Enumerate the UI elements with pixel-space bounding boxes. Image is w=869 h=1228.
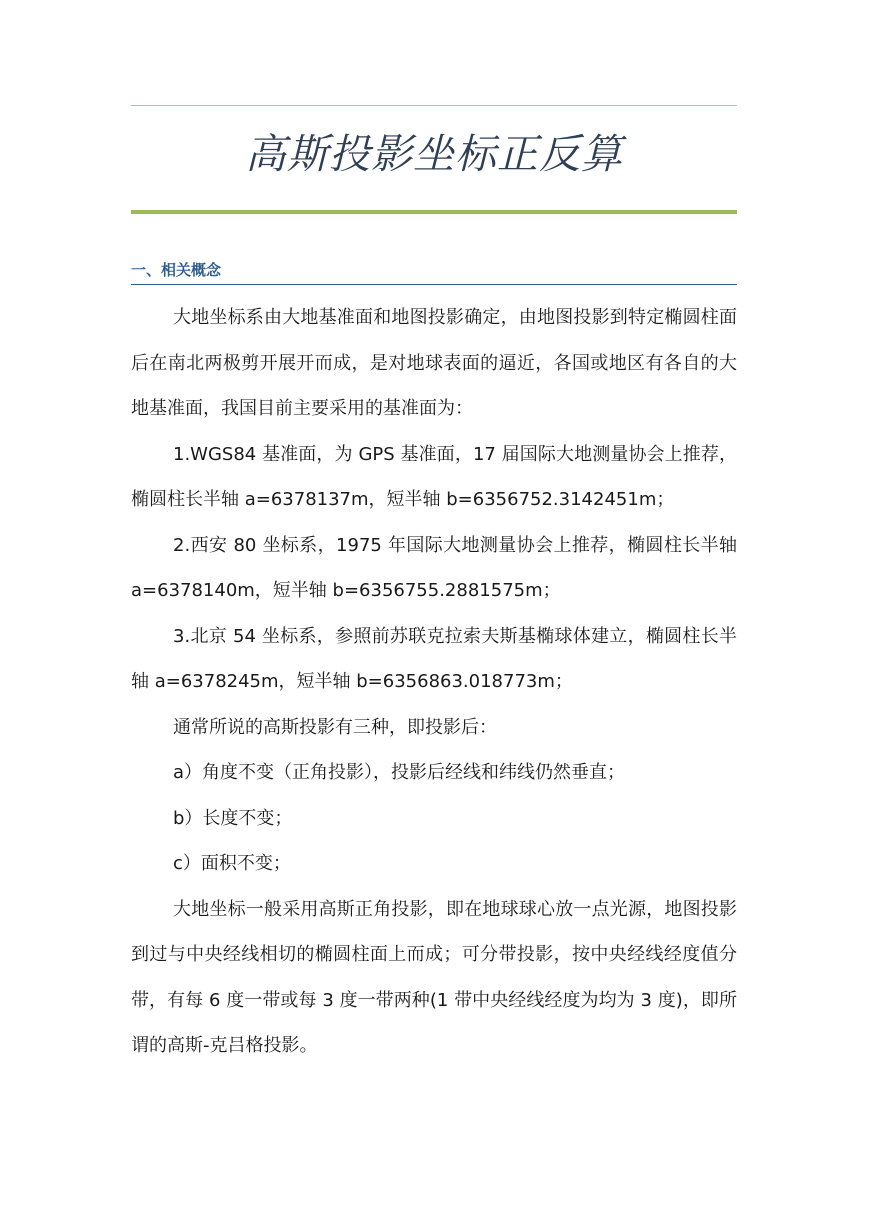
paragraph-beijing54: 3.北京 54 坐标系，参照前苏联克拉索夫斯基椭球体建立，椭圆柱长半轴 a=6378245m，短半轴 b=6356863.018773m；	[131, 625, 737, 692]
body-text	[131, 295, 737, 1069]
list-item-angle: a）角度不变（正角投影），投影后经线和纬线仍然垂直；	[173, 762, 626, 783]
document-title: 高斯投影坐标正反算	[245, 130, 623, 178]
paragraph-xian80: 2.西安 80 坐标系，1975 年国际大地测量协会上推荐，椭圆柱长半轴 a=6378140m，短半轴 b=6356755.2881575m；	[131, 534, 737, 601]
list-item-length: b）长度不变；	[173, 807, 293, 829]
section-heading: 一、相关概念	[131, 256, 737, 285]
top-divider	[131, 105, 737, 106]
paragraph-intro: 大地坐标系由大地基准面和地图投影确定，由地图投影到特定椭圆柱面后在南北两极剪开展开而成，是对地球表面的逼近，各国或地区有各自的大地基准面，我国目前主要采用的基准面为：	[131, 307, 737, 419]
paragraph-gauss-kruger: 大地坐标一般采用高斯正角投影，即在地球球心放一点光源，地图投影到过与中央经线相切的椭圆柱面上而成；可分带投影，按中央经线经度值分带，有每 6 度一带或每 3 度一带两种(1 带中央经线经度为均为 3 度)，即所谓的高斯-克吕格投影。	[131, 898, 737, 1056]
title-divider	[131, 210, 737, 214]
paragraph-projection-types: 通常所说的高斯投影有三种，即投影后：	[173, 716, 497, 738]
list-item-area: c）面积不变；	[173, 853, 291, 874]
paragraph-wgs84: 1.WGS84 基准面，为 GPS 基准面，17 届国际大地测量协会上推荐，椭圆柱长半轴 a=6378137m，短半轴 b=6356752.3142451m；	[131, 443, 737, 510]
